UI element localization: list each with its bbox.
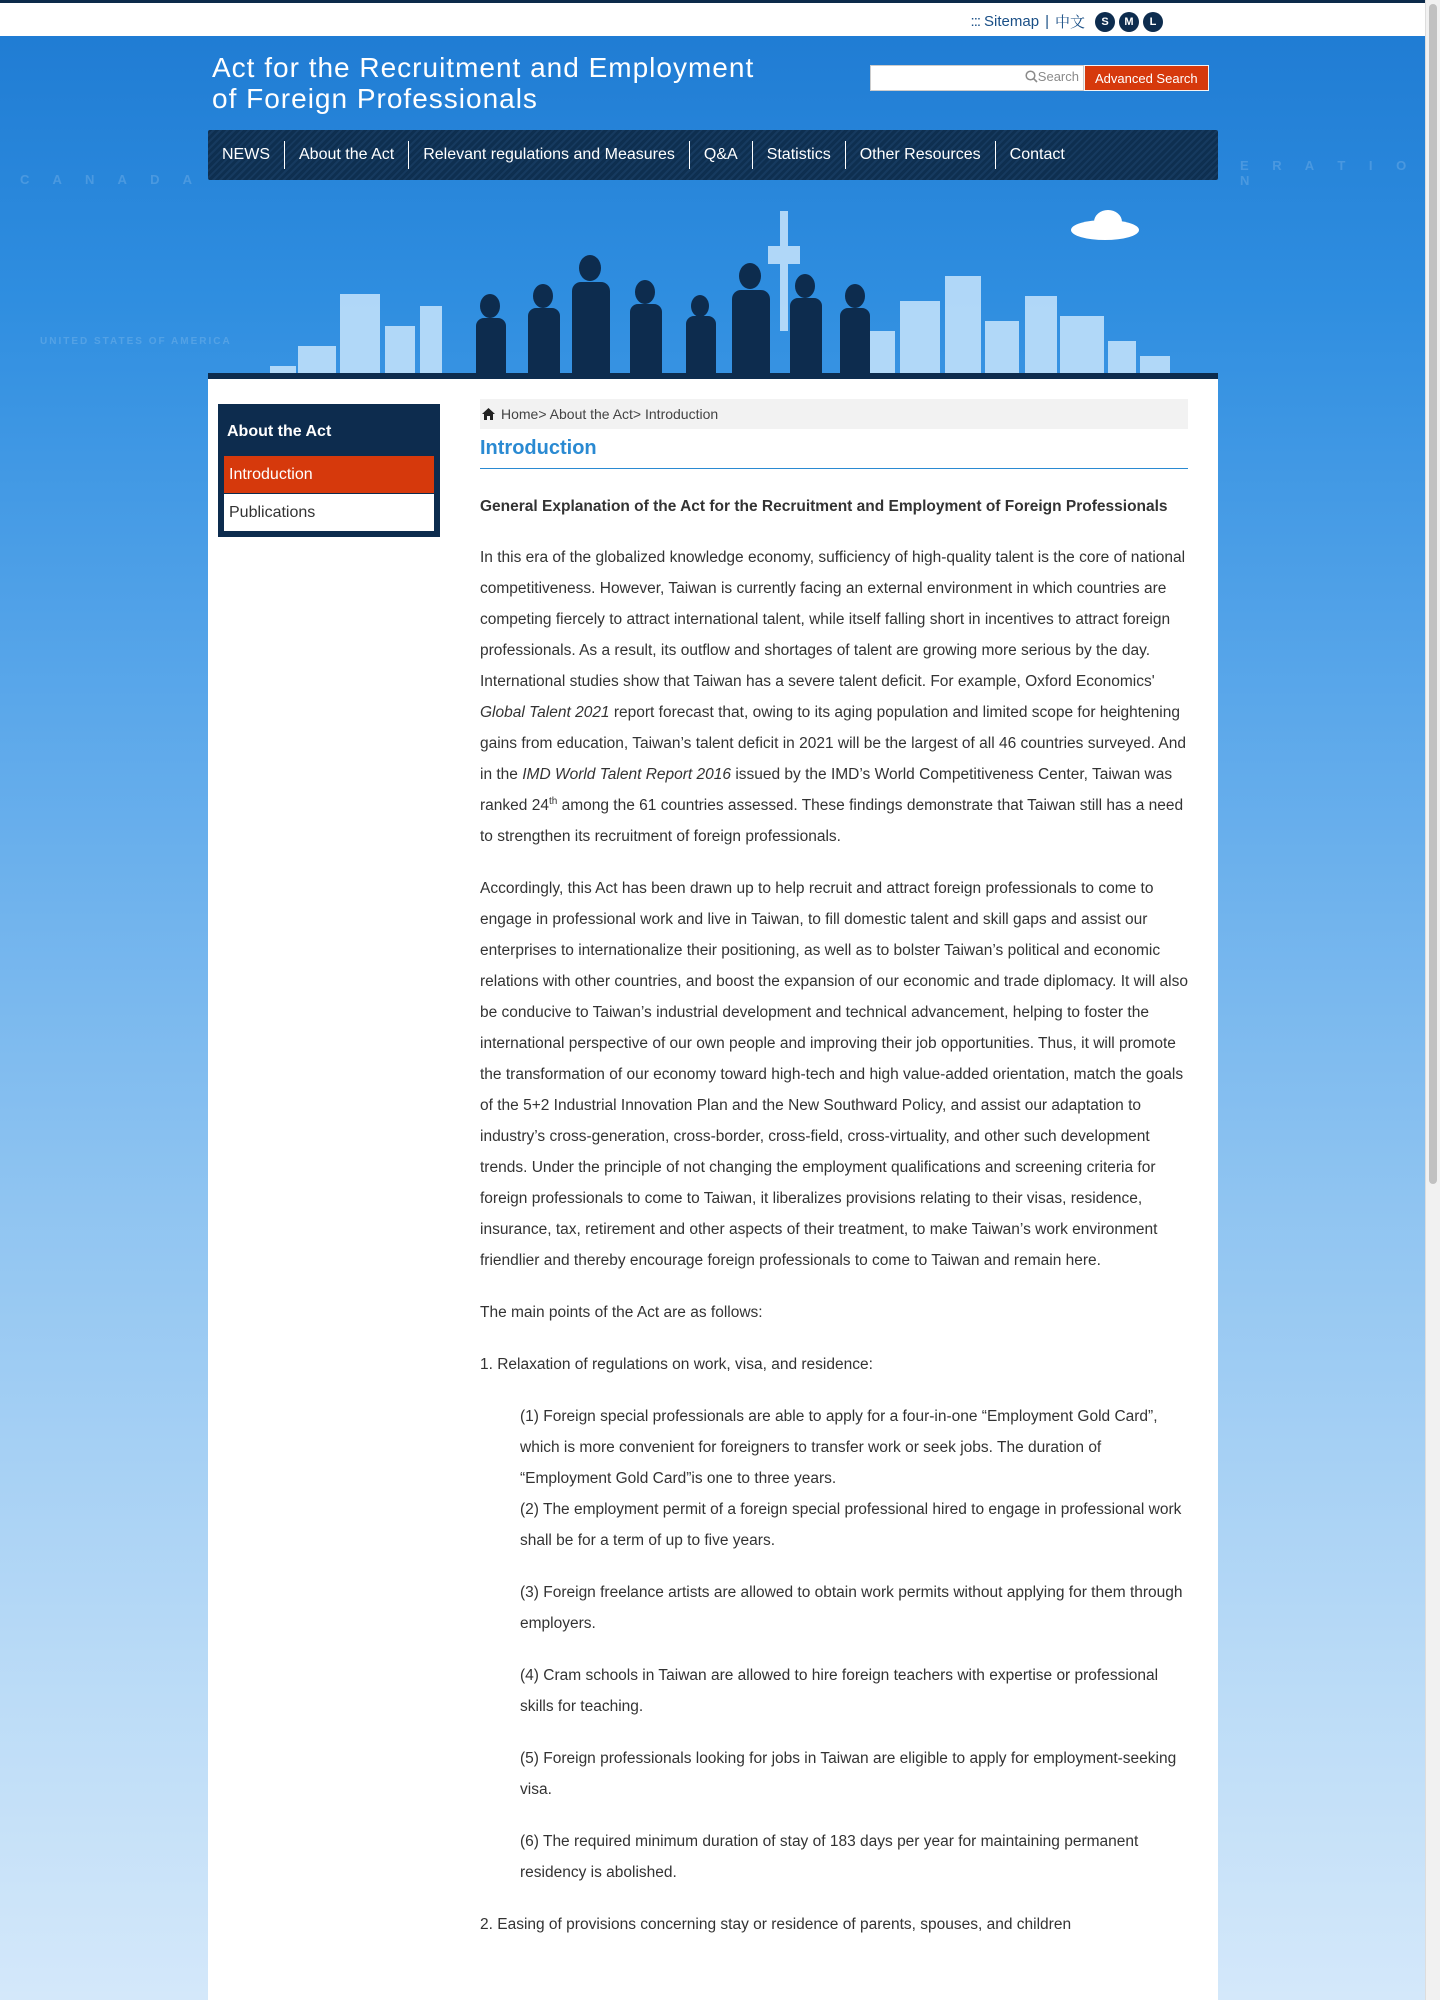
- search-area: [870, 64, 1209, 92]
- breadcrumb-path: > About the Act> Introduction: [538, 406, 719, 422]
- content-area: [208, 379, 1218, 2000]
- main-nav: [208, 130, 1218, 180]
- page-title: Introduction: [480, 437, 1188, 469]
- search-icon: [1025, 70, 1038, 83]
- font-size-large-button[interactable]: L: [1143, 12, 1163, 32]
- nav-item-qa[interactable]: Q&A: [689, 141, 752, 169]
- article-lead: General Explanation of the Act for the Recruitment and Employment of Foreign Professionals: [480, 498, 1168, 515]
- list-item: (6) The required minimum duration of stay of 183 days per year for maintaining permanent residency is abolished.: [520, 1833, 1139, 1881]
- section-1-heading: 1. Relaxation of regulations on work, visa, and residence:: [480, 1356, 873, 1373]
- nav-item-regulations[interactable]: Relevant regulations and Measures: [408, 141, 689, 169]
- paragraph-3: The main points of the Act are as follows:: [480, 1304, 763, 1321]
- search-button[interactable]: [1025, 69, 1079, 84]
- cloud-illustration: [1068, 208, 1142, 242]
- nav-item-contact[interactable]: Contact: [995, 141, 1079, 169]
- search-button-label: Search: [1037, 69, 1079, 84]
- sitemap-accesskey[interactable]: :::: [970, 13, 981, 30]
- site-title[interactable]: [212, 52, 754, 114]
- nav-item-news[interactable]: NEWS: [222, 146, 270, 163]
- map-decoration: E R A T I O N: [1240, 158, 1417, 188]
- separator: |: [1045, 13, 1049, 30]
- sidebar-item-introduction[interactable]: Introduction: [224, 455, 434, 493]
- list-item: (2) The employment permit of a foreign special professional hired to engage in professional work shall be for a term of up to five years.: [520, 1501, 1182, 1549]
- sidebar-item-publications[interactable]: Publications: [224, 493, 434, 531]
- utility-links: [971, 11, 1163, 32]
- paragraph-1: In this era of the globalized knowledge economy, sufficiency of high-quality talent is the core of national competitiveness. However, Taiwan is currently facing an external environment in which countries are competing fiercely to attract international talent, while itself falling short in incentives to attract foreign professionals. As a result, its outflow and shortages of talent are growing more serious by the day. International studies show that Taiwan has a severe talent deficit. For example, Oxford Economics' Global Talent 2021 report forecast that, owing to its aging population and limited scope for heightening gains from education, Taiwan’s talent deficit in 2021 will be the largest of all 46 countries surveyed. And in the IMD World Talent Report 2016 issued by the IMD’s World Competitiveness Center, Taiwan was ranked 24th among the 61 countries assessed. These findings demonstrate that Taiwan still has a need to strengthen its recruitment of foreign professionals.: [480, 549, 1186, 845]
- sitemap-link[interactable]: Sitemap: [984, 13, 1040, 30]
- nav-item-statistics[interactable]: Statistics: [752, 141, 845, 169]
- breadcrumb-home-link[interactable]: Home: [501, 406, 539, 422]
- list-item: (1) Foreign special professionals are able to apply for a four-in-one “Employment Gold Card”, which is more convenient for foreigners to transfer work or seek jobs. The duration of “Employment Gold Card”is one to three years.: [520, 1408, 1158, 1487]
- map-decoration: C A N A D A: [20, 172, 202, 187]
- page-scrollbar[interactable]: [1425, 0, 1440, 2000]
- site-title-line2: of Foreign Professionals: [212, 83, 538, 114]
- search-box: [870, 65, 1084, 91]
- font-size-small-button[interactable]: S: [1095, 12, 1115, 32]
- city-skyline-illustration: [260, 206, 1180, 376]
- sidebar-title: About the Act: [227, 423, 332, 440]
- paragraph-2: Accordingly, this Act has been drawn up to help recruit and attract foreign professionals to come to engage in professional work and live in Taiwan, to fill domestic talent and skill gaps and assist our enterprises to internationalize their positioning, as well as to bolster Taiwan’s political and economic relations with other countries, and boost the expansion of our economic and trade diplomacy. It will also be conducive to Taiwan’s industrial development and technical advancement, helping to foster the international perspective of our own people and improving their job opportunities. Thus, it will promote the transformation of our economy toward high-tech and high value-added orientation, match the goals of the 5+2 Industrial Innovation Plan and the New Southward Policy, and assist our adaptation to industry’s cross-generation, cross-border, cross-field, cross-virtuality, and other such development trends. Under the principle of not changing the employment qualifications and screening criteria for foreign professionals to come to Taiwan, it liberalizes provisions relating to their visas, residence, insurance, tax, retirement and other aspects of their treatment, to make Taiwan’s work environment friendlier and thereby encourage foreign professionals to come to Taiwan and remain here.: [480, 880, 1188, 1269]
- nav-item-about-the-act[interactable]: About the Act: [284, 141, 408, 169]
- main-content: [480, 399, 1188, 1961]
- sidebar: [218, 404, 440, 537]
- nav-item-other-resources[interactable]: Other Resources: [845, 141, 995, 169]
- advanced-search-button[interactable]: Advanced Search: [1084, 65, 1209, 91]
- search-input[interactable]: [871, 66, 1011, 90]
- list-item: (5) Foreign professionals looking for jobs in Taiwan are eligible to apply for employment-seeking visa.: [520, 1750, 1177, 1798]
- list-item: (3) Foreign freelance artists are allowed to obtain work permits without applying for them through employers.: [520, 1584, 1183, 1632]
- site-title-line1: Act for the Recruitment and Employment: [212, 52, 755, 83]
- section-2-heading: 2. Easing of provisions concerning stay or residence of parents, spouses, and children: [480, 1916, 1072, 1933]
- language-switch-link[interactable]: 中文: [1054, 14, 1085, 31]
- article-body: [480, 491, 1188, 1940]
- section-1-list: [480, 1401, 1188, 1888]
- top-utility-bar: [0, 0, 1425, 36]
- breadcrumb: [480, 399, 1188, 429]
- home-icon: [482, 408, 495, 420]
- list-item: (4) Cram schools in Taiwan are allowed to hire foreign teachers with expertise or professional skills for teaching.: [520, 1667, 1159, 1715]
- scrollbar-thumb[interactable]: [1429, 4, 1437, 1184]
- font-size-medium-button[interactable]: M: [1119, 12, 1139, 32]
- map-decoration: UNITED STATES OF AMERICA: [40, 336, 232, 347]
- font-size-switcher: [1095, 12, 1163, 32]
